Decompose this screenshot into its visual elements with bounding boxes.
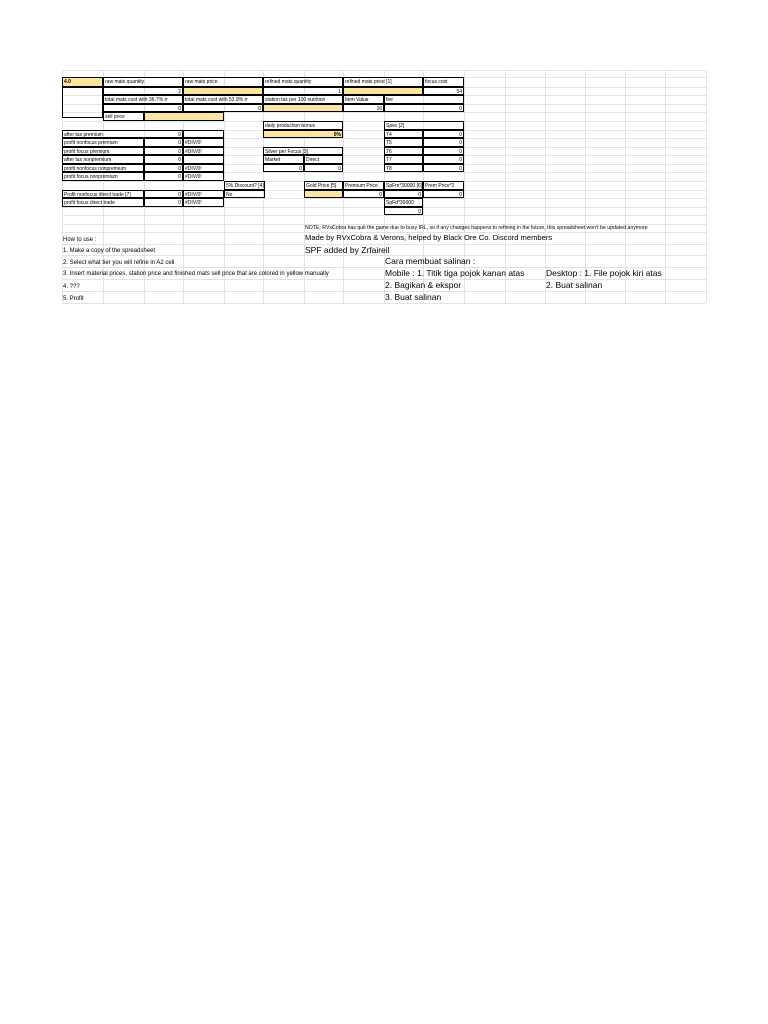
label-focus-cost: focus cost xyxy=(423,77,464,87)
cell-profit-nonfocus-direct-div: #DIV/0! xyxy=(183,190,224,198)
cell-a2-merged xyxy=(62,87,103,118)
cell-focus-cost: 54 xyxy=(423,87,464,95)
label-profit-nonfocus-nonpremium: profit nonfocus nonpremium xyxy=(62,164,144,172)
cell-t7: 0 xyxy=(423,155,464,164)
label-t4: T4 xyxy=(384,130,423,138)
desktop-step-1: Desktop : 1. File pojok kiri atas xyxy=(546,268,662,278)
cell-tier[interactable]: 4.0 xyxy=(62,77,103,87)
label-t5: T5 xyxy=(384,138,423,147)
mobile-step-1: Mobile : 1. Titik tiga pojok kanan atas xyxy=(385,268,525,278)
cell-profit-focus-nonpremium-div: #DIV/0! xyxy=(183,172,224,181)
cell-profit-nonfocus-premium-div: #DIV/0! xyxy=(183,138,224,147)
cell-refined-price-input[interactable] xyxy=(343,87,423,95)
spf-added-text: SPF added by Zrfaireil xyxy=(305,245,390,255)
label-after-tax-premium: after tax premium xyxy=(62,130,183,138)
label-gold-price: Gold Price [5] xyxy=(304,181,343,190)
label-raw-mats-quantity: raw mats quantity xyxy=(103,77,183,87)
label-spec: Spec [2] xyxy=(384,121,464,130)
label-daily-bonus: daily production bonus xyxy=(263,121,343,130)
cell-total-cost-53: 0 xyxy=(183,104,263,112)
label-spfm: SpFm*30000 [6] xyxy=(386,183,423,189)
cell-raw-price-input[interactable] xyxy=(183,87,263,95)
label-fee: fee xyxy=(384,95,464,104)
howto-step-5: 5. Profit xyxy=(63,296,84,302)
label-total-cost-36: total mats cost with 36.7% rr xyxy=(103,95,183,104)
label-raw-mats-price: raw mats price xyxy=(183,77,263,87)
grid-row-line xyxy=(62,303,706,304)
grid-row-line xyxy=(62,215,706,216)
cell-t8: 0 xyxy=(423,164,464,172)
cell-daily-bonus-input[interactable]: 0% xyxy=(263,130,343,138)
label-spfd: SpFd*30000 xyxy=(384,198,423,207)
grid-row-line xyxy=(62,291,706,292)
label-sell-price: sell price xyxy=(103,112,144,121)
cell-direct: 0 xyxy=(304,164,343,172)
cell-prem-price2: 0 xyxy=(423,190,464,198)
label-item-value: Item Value xyxy=(343,95,384,104)
mobile-step-3: 3. Buat salinan xyxy=(385,292,442,302)
label-market: Market xyxy=(263,155,304,164)
cell-after-tax-nonpremium: 0 xyxy=(144,155,183,164)
label-t7: T7 xyxy=(384,155,423,164)
cell-station-tax-input[interactable] xyxy=(263,104,343,112)
cell-profit-nonfocus-nonpremium: 0 xyxy=(144,164,183,172)
cell-sell-price-input[interactable] xyxy=(144,112,224,121)
cell-t6: 0 xyxy=(423,147,464,155)
cell-profit-focus-premium-div: #DIV/0! xyxy=(183,147,224,155)
label-discount: 5% Discount? [4] xyxy=(226,183,264,189)
label-after-tax-nonpremium: after tax nonpremium xyxy=(62,155,144,164)
cell-profit-nonfocus-premium: 0 xyxy=(144,138,183,147)
cell-profit-focus-direct-div: #DIV/0! xyxy=(183,198,224,207)
note-text: NOTE: RVxCobra has quit the game due to busy IRL, so if any changes happens to refining in the future, this spreadsheet won't be updated anymore xyxy=(305,225,648,231)
cell-profit-focus-direct: 0 xyxy=(144,198,183,207)
label-profit-focus-nonpremium: profit focus nonpremium xyxy=(62,172,144,181)
howto-step-1: 1. Make a copy of the spreadsheet xyxy=(63,248,156,254)
cell-profit-nonfocus-direct: 0 xyxy=(144,190,183,198)
spreadsheet xyxy=(0,0,768,320)
label-refined-mats-quantity: refined mats quantity xyxy=(263,77,343,87)
cell-profit-nonfocus-nonpremium-div: #DIV/0! xyxy=(183,164,224,172)
cell-premium-price: 0 xyxy=(343,190,384,198)
label-total-cost-53: total mats cost with 53.9% rr xyxy=(183,95,263,104)
cell-after-tax-premium: 0 xyxy=(144,130,183,138)
label-t6: T6 xyxy=(384,147,423,155)
label-silver-per-focus: Silver per Focus [3] xyxy=(263,147,343,155)
mobile-step-2: 2. Bagikan & ekspor xyxy=(385,280,462,290)
cell-spfd: 0 xyxy=(384,207,423,215)
label-t8: T8 xyxy=(384,164,423,172)
cell-market: 0 xyxy=(263,164,304,172)
cell-t4: 0 xyxy=(423,130,464,138)
label-profit-nonfocus-premium: profit nonfocus premium xyxy=(62,138,144,147)
grid-row-line xyxy=(62,279,706,280)
cell-spfm: 0 xyxy=(384,190,423,198)
cell-item-value: 16 xyxy=(343,104,384,112)
made-by-text: Made by RVxCobra & Verons, helped by Black Ore Co. Discord members xyxy=(305,233,553,242)
cell-profit-focus-nonpremium: 0 xyxy=(144,172,183,181)
label-profit-focus-direct: profit focus direct trade xyxy=(62,198,144,207)
grid-col-line xyxy=(706,70,707,303)
desktop-step-2: 2. Buat salinan xyxy=(546,280,603,290)
howto-step-2: 2. Select what tier you will refine in A2 cell xyxy=(63,260,175,266)
cell-after-tax-nonpremium-c xyxy=(183,155,224,164)
label-station-tax: station tax per 100 nutrition xyxy=(263,95,343,104)
cell-t5: 0 xyxy=(423,138,464,147)
howto-step-3: 3. Insert material prices, station price and finished mats sell price that are colored in yellow manually xyxy=(63,271,329,277)
label-premium-price: Premium Price xyxy=(343,181,384,190)
cell-fee: 0 xyxy=(384,104,464,112)
label-refined-mats-price: refined mats price [1] xyxy=(343,77,423,87)
cell-raw-qty: 2 xyxy=(103,87,183,95)
label-prem-price2: Prem Price*2 xyxy=(423,181,464,190)
label-profit-focus-premium: profit focus premium xyxy=(62,147,144,155)
cell-gold-price-input[interactable] xyxy=(304,190,343,198)
label-direct: Direct xyxy=(304,155,343,164)
cara-heading: Cara membuat salinan : xyxy=(385,256,476,266)
cell-refined-qty: 1 xyxy=(263,87,343,95)
label-profit-nonfocus-direct: Profit nonfocus direct trade [7] xyxy=(62,190,144,198)
howto-step-4: 4. ??? xyxy=(63,284,80,290)
cell-profit-focus-premium: 0 xyxy=(144,147,183,155)
grid-row-line xyxy=(62,70,706,71)
cell-discount-value[interactable]: No xyxy=(224,190,265,198)
cell-after-tax-premium-c xyxy=(183,130,224,138)
cell-total-cost-36: 0 xyxy=(103,104,183,112)
howto-title: How to use : xyxy=(63,237,97,243)
